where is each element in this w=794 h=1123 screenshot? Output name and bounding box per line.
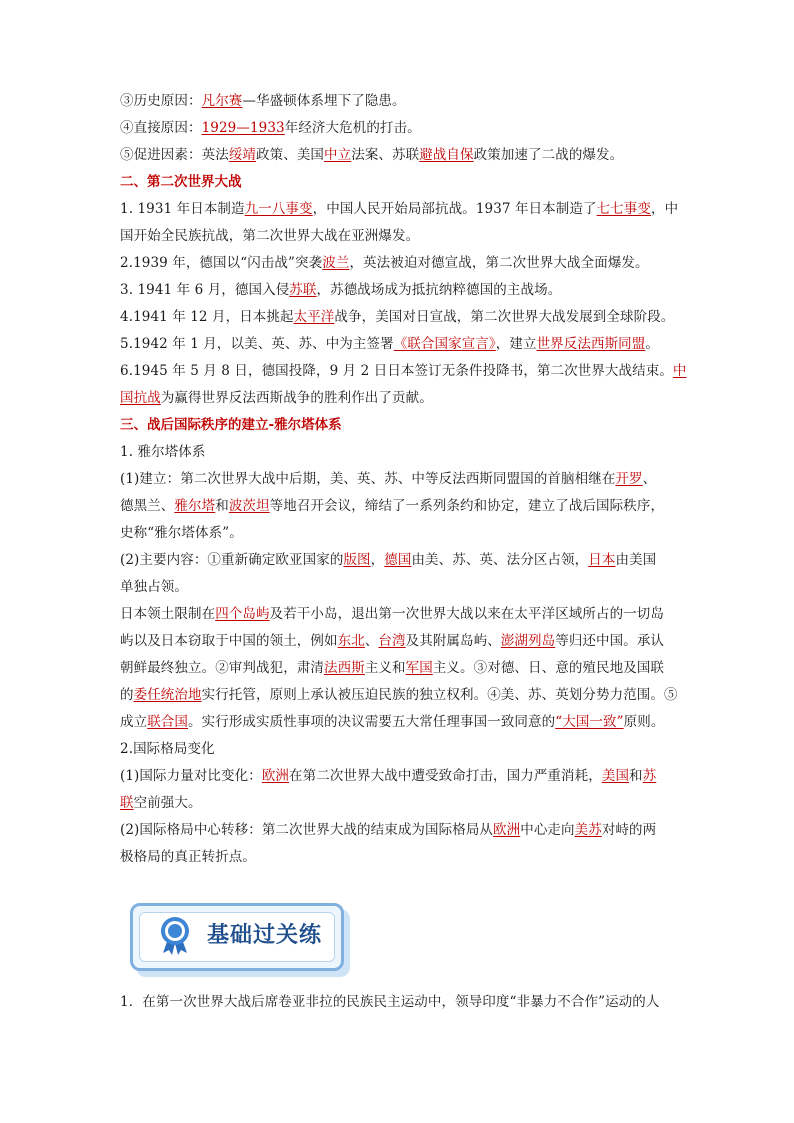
- keyword: 苏: [642, 768, 657, 784]
- document-body: [120, 88, 687, 1016]
- keyword: 台湾: [378, 633, 406, 649]
- keyword: 雅尔塔: [174, 498, 216, 514]
- keyword: 日本: [588, 552, 616, 568]
- japan-line-5: 成立联合国。实行形成实质性事项的决议需要五大常任理事国一致同意的“大国一致”原则。: [120, 714, 665, 730]
- keyword: 太平洋: [293, 309, 335, 325]
- keyword: 美苏: [574, 822, 602, 838]
- cause-direct: ④直接原因：1929—1933年经济大危机的打击。: [120, 120, 421, 136]
- japan-line-3: 朝鲜最终独立。②审判战犯，肃清法西斯主义和军国主义。③对德、日、意的殖民地及国联: [120, 660, 665, 676]
- keyword: 东北: [337, 633, 365, 649]
- keyword: 军国: [405, 660, 433, 676]
- paragraph-1931-cont: 国开始全民族抗战，第二次世界大战在亚洲爆发。: [120, 228, 420, 244]
- keyword: 国抗战: [120, 390, 161, 406]
- cause-promoting: ⑤促进因素：英法绥靖政策、美国中立法案、苏联避战自保政策加速了二战的爆发。: [120, 147, 624, 163]
- paragraph-1931: 1. 1931 年日本制造九一八事变，中国人民开始局部抗战。1937 年日本制造了七七事变，中: [120, 201, 679, 217]
- cause-historical: ③历史原因：凡尔赛—华盛顿体系埋下了隐患。: [120, 93, 406, 109]
- paragraph-1945: 6.1945 年 5 月 8 日，德国投降，9 月 2 日日本签订无条件投降书，第二次世界大战结束。中: [120, 363, 687, 379]
- establishment-line-3: 史称“雅尔塔体系”。: [120, 525, 243, 541]
- japan-line-4: 的委任统治地实行托管，原则上承认被压迫民族的独立权利。④美、苏、英划分势力范围。⑤: [120, 687, 678, 703]
- question-1: 1．在第一次世界大战后席卷亚非拉的民族民主运动中，领导印度“非暴力不合作”运动的人: [120, 994, 660, 1010]
- keyword: 苏联: [289, 282, 317, 298]
- keyword: 世界反法西斯同盟: [536, 336, 646, 352]
- keyword: 《联合国家宣言》: [393, 336, 496, 352]
- section-heading-yalta: 三、战后国际秩序的建立-雅尔塔体系: [120, 417, 342, 433]
- keyword: 委任统治地: [133, 687, 202, 703]
- banner-frame: [130, 903, 344, 971]
- keyword: 波茨坦: [228, 498, 270, 514]
- keyword: 中立: [324, 147, 352, 163]
- center-line-1: (2)国际格局中心转移：第二次世界大战的结束成为国际格局从欧洲中心走向美苏对峙的两: [120, 822, 657, 838]
- keyword: 德国: [384, 552, 412, 568]
- keyword: 四个岛屿: [215, 606, 270, 622]
- paragraph-1942: 5.1942 年 1 月，以美、英、苏、中为主签署《联合国家宣言》，建立世界反法西斯同盟。: [120, 336, 659, 352]
- power-line-1: (1)国际力量对比变化：欧洲在第二次世界大战中遭受致命打击，国力严重消耗，美国和苏: [120, 768, 657, 784]
- japan-line-2: 屿以及日本窃取于中国的领土，例如东北、台湾及其附属岛屿、澎湖列岛等归还中国。承认: [120, 633, 665, 649]
- subheading-yalta-system: 1. 雅尔塔体系: [120, 444, 206, 460]
- keyword: 联合国: [147, 714, 189, 730]
- paragraph-1941-dec: 4.1941 年 12 月，日本挑起太平洋战争，美国对日宣战，第二次世界大战发展到全球阶段。: [120, 309, 675, 325]
- keyword: 1929—1933: [201, 120, 285, 136]
- paragraph-1939: 2.1939 年，德国以“闪击战”突袭波兰，英法被迫对德宣战，第二次世界大战全面爆发。: [120, 255, 649, 271]
- keyword: 九一八事变: [244, 201, 313, 217]
- keyword: 法西斯: [324, 660, 365, 676]
- content-line-1: (2)主要内容：①重新确定欧亚国家的版图，德国由美、苏、英、法分区占领，日本由美国: [120, 552, 657, 568]
- keyword: 绥靖: [228, 147, 257, 163]
- keyword: 版图: [343, 552, 371, 568]
- keyword: 凡尔赛: [201, 93, 243, 109]
- keyword: 联: [120, 795, 134, 811]
- banner-title: 基础过关练: [207, 922, 323, 948]
- keyword: 开罗: [615, 471, 643, 487]
- practice-banner: [120, 903, 676, 989]
- keyword: 欧洲: [493, 822, 521, 838]
- center-line-2: 极格局的真正转折点。: [120, 849, 256, 865]
- keyword: 波兰: [322, 255, 350, 271]
- japan-line-1: 日本领土限制在四个岛屿及若干小岛，退出第一次世界大战以来在太平洋区域所占的一切岛: [120, 606, 665, 622]
- keyword: 避战自保: [419, 147, 474, 163]
- keyword: 七七事变: [596, 201, 651, 217]
- keyword: 中: [672, 363, 687, 379]
- subheading-pattern-change: 2.国际格局变化: [120, 741, 215, 757]
- content-line-2: 单独占领。: [120, 579, 188, 595]
- keyword: “大国一致”: [555, 714, 624, 730]
- keyword: 澎湖列岛: [500, 633, 556, 649]
- power-line-2: 联空前强大。: [120, 795, 202, 811]
- keyword: 欧洲: [261, 768, 290, 784]
- paragraph-1945-cont: 国抗战为赢得世界反法西斯战争的胜利作出了贡献。: [120, 390, 433, 406]
- section-heading-ww2: 二、第二次世界大战: [120, 174, 242, 190]
- paragraph-1941-june: 3. 1941 年 6 月，德国入侵苏联，苏德战场成为抵抗纳粹德国的主战场。: [120, 282, 562, 298]
- medal-icon: [155, 915, 195, 955]
- establishment-line-2: 德黑兰、雅尔塔和波茨坦等地召开会议，缔结了一系列条约和协定，建立了战后国际秩序，: [120, 498, 665, 514]
- establishment-line-1: (1)建立：第二次世界大战中后期，美、英、苏、中等反法西斯同盟国的首脑相继在开罗、: [120, 471, 657, 487]
- keyword: 美国: [601, 768, 630, 784]
